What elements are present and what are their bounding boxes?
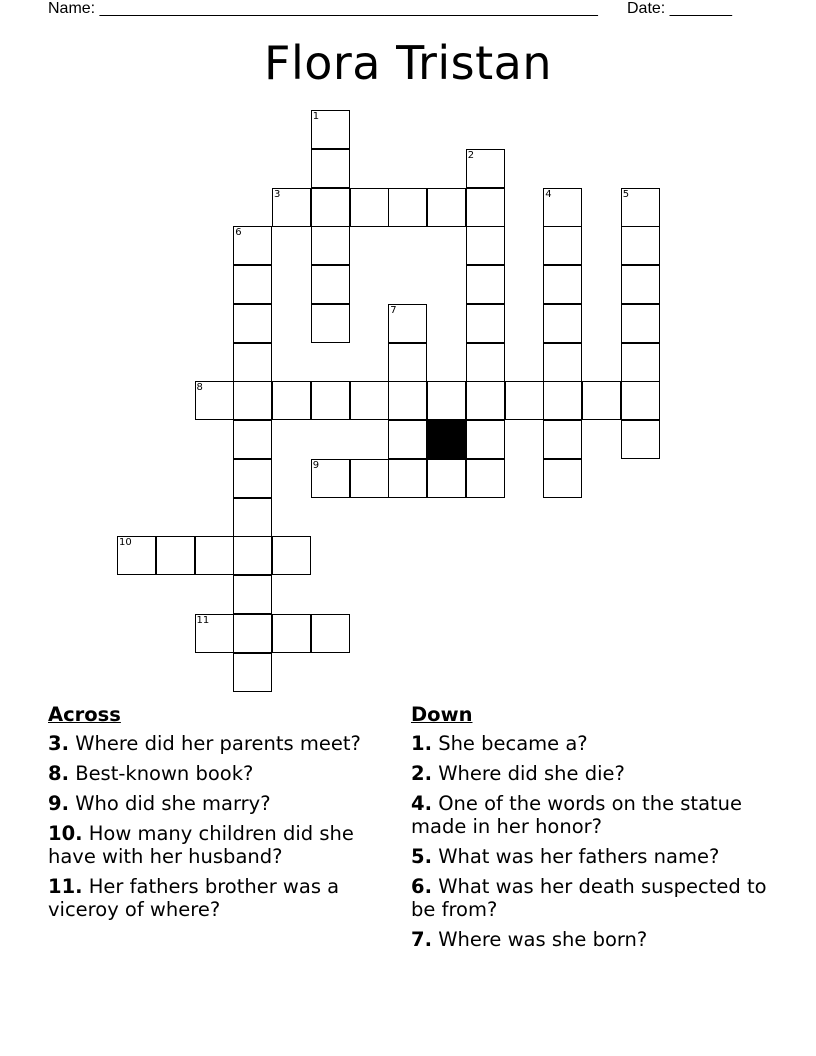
clue-number-label: 2 xyxy=(467,149,475,161)
grid-cell[interactable] xyxy=(195,614,234,653)
grid-cell[interactable] xyxy=(233,420,272,459)
grid-cell[interactable] xyxy=(543,188,582,227)
clue-number-label: 6 xyxy=(235,227,242,239)
clue-across xyxy=(48,732,388,755)
grid-cell[interactable] xyxy=(388,420,427,459)
grid-cell[interactable] xyxy=(195,536,234,575)
clue-text: How many children did she have with her husband? xyxy=(48,822,354,868)
down-clues xyxy=(411,703,771,958)
grid-cell[interactable] xyxy=(388,188,427,227)
clue-across xyxy=(48,822,388,868)
clue-number: 11. xyxy=(48,875,83,898)
clue-across xyxy=(48,792,388,815)
grid-cell[interactable] xyxy=(466,226,505,265)
grid-cell[interactable] xyxy=(621,304,660,343)
grid-cell[interactable] xyxy=(388,304,427,343)
clue-number-label: 8 xyxy=(196,382,203,394)
grid-cell[interactable] xyxy=(311,110,350,149)
clue-down xyxy=(411,928,771,951)
clue-number-label: 10 xyxy=(119,537,132,549)
grid-cell[interactable] xyxy=(543,226,582,265)
grid-cell[interactable] xyxy=(311,188,350,227)
clue-text: Who did she marry? xyxy=(75,792,271,815)
clue-down xyxy=(411,792,771,838)
grid-cell[interactable] xyxy=(233,498,272,537)
grid-cell[interactable] xyxy=(466,343,505,382)
grid-cell[interactable] xyxy=(195,381,234,420)
clue-number-label: 5 xyxy=(622,188,630,200)
clue-number: 9. xyxy=(48,792,69,815)
grid-cell[interactable] xyxy=(543,459,582,498)
clue-text: What was her fathers name? xyxy=(438,845,720,868)
clue-number: 5. xyxy=(411,845,432,868)
grid-cell[interactable] xyxy=(311,226,350,265)
grid-cell[interactable] xyxy=(233,614,272,653)
grid-cell[interactable] xyxy=(311,614,350,653)
grid-cell[interactable] xyxy=(272,536,311,575)
clue-text: Where did her parents meet? xyxy=(75,732,361,755)
clue-text: What was her death suspected to be from? xyxy=(411,875,767,921)
grid-cell[interactable] xyxy=(505,381,544,420)
clue-number: 6. xyxy=(411,875,432,898)
grid-cell[interactable] xyxy=(388,381,427,420)
clue-text: Her fathers brother was a viceroy of where? xyxy=(48,875,340,921)
date-field[interactable]: Date: _______ xyxy=(627,0,732,17)
grid-cell[interactable] xyxy=(233,226,272,265)
clue-down xyxy=(411,845,771,868)
grid-cell[interactable] xyxy=(233,265,272,304)
page-title: Flora Tristan xyxy=(264,36,552,90)
clue-number: 7. xyxy=(411,928,432,951)
grid-cell[interactable] xyxy=(621,343,660,382)
clue-number-label: 4 xyxy=(545,188,552,200)
grid-cell[interactable] xyxy=(466,188,505,227)
grid-cell[interactable] xyxy=(233,343,272,382)
grid-cell[interactable] xyxy=(427,381,466,420)
grid-cell[interactable] xyxy=(466,420,505,459)
grid-cell[interactable] xyxy=(621,381,660,420)
grid-cell[interactable] xyxy=(272,188,311,227)
clue-text: Where did she die? xyxy=(438,762,625,785)
grid-cell[interactable] xyxy=(350,459,389,498)
grid-cell[interactable] xyxy=(117,536,156,575)
grid-cell[interactable] xyxy=(233,536,272,575)
grid-cell[interactable] xyxy=(543,381,582,420)
grid-cell[interactable] xyxy=(350,188,389,227)
down-heading: Down xyxy=(411,703,473,726)
clue-number-label: 3 xyxy=(274,188,281,200)
clue-number: 1. xyxy=(411,732,432,755)
clue-down xyxy=(411,732,771,755)
grid-cell[interactable] xyxy=(543,420,582,459)
grid-cell[interactable] xyxy=(543,343,582,382)
clue-text: She became a? xyxy=(438,732,588,755)
across-heading: Across xyxy=(48,703,121,726)
grid-cell[interactable] xyxy=(543,265,582,304)
grid-cell[interactable] xyxy=(427,188,466,227)
clue-across xyxy=(48,762,388,785)
grid-cell[interactable] xyxy=(582,381,621,420)
grid-cell[interactable] xyxy=(621,226,660,265)
clue-number: 3. xyxy=(48,732,69,755)
grid-cell[interactable] xyxy=(272,614,311,653)
grid-cell[interactable] xyxy=(311,304,350,343)
grid-cell[interactable] xyxy=(621,265,660,304)
clue-number: 8. xyxy=(48,762,69,785)
grid-cell[interactable] xyxy=(621,420,660,459)
clue-down xyxy=(411,875,771,921)
grid-cell[interactable] xyxy=(466,459,505,498)
black-square xyxy=(427,420,466,459)
grid-cell[interactable] xyxy=(466,265,505,304)
grid-cell[interactable] xyxy=(427,459,466,498)
name-field[interactable]: Name: ________________________________________________________ xyxy=(48,0,598,17)
grid-cell[interactable] xyxy=(466,304,505,343)
clue-text: Best-known book? xyxy=(75,762,254,785)
grid-cell[interactable] xyxy=(233,653,272,692)
grid-cell[interactable] xyxy=(311,459,350,498)
clue-number-label: 1 xyxy=(312,111,320,122)
grid-cell[interactable] xyxy=(311,149,350,188)
clue-text: Where was she born? xyxy=(438,928,648,951)
clue-number-label: 7 xyxy=(390,304,397,316)
grid-cell[interactable] xyxy=(466,149,505,188)
clue-down xyxy=(411,762,771,785)
clue-number-label: 11 xyxy=(196,614,210,626)
clue-number: 10. xyxy=(48,822,83,845)
clue-number-label: 9 xyxy=(312,459,320,471)
grid-cell[interactable] xyxy=(543,304,582,343)
grid-cell[interactable] xyxy=(388,343,427,382)
grid-cell[interactable] xyxy=(233,381,272,420)
grid-cell[interactable] xyxy=(350,381,389,420)
grid-cell[interactable] xyxy=(156,536,195,575)
grid-cell[interactable] xyxy=(233,575,272,614)
grid-cell[interactable] xyxy=(621,188,660,227)
clue-number: 4. xyxy=(411,792,432,815)
clue-text: One of the words on the statue made in her honor? xyxy=(411,792,743,838)
grid-cell[interactable] xyxy=(272,381,311,420)
grid-cell[interactable] xyxy=(388,459,427,498)
grid-cell[interactable] xyxy=(466,381,505,420)
grid-cell[interactable] xyxy=(311,381,350,420)
grid-cell[interactable] xyxy=(233,304,272,343)
clue-number: 2. xyxy=(411,762,432,785)
grid-cell[interactable] xyxy=(311,265,350,304)
grid-cell[interactable] xyxy=(233,459,272,498)
across-clues xyxy=(48,703,388,928)
clue-across xyxy=(48,875,388,921)
